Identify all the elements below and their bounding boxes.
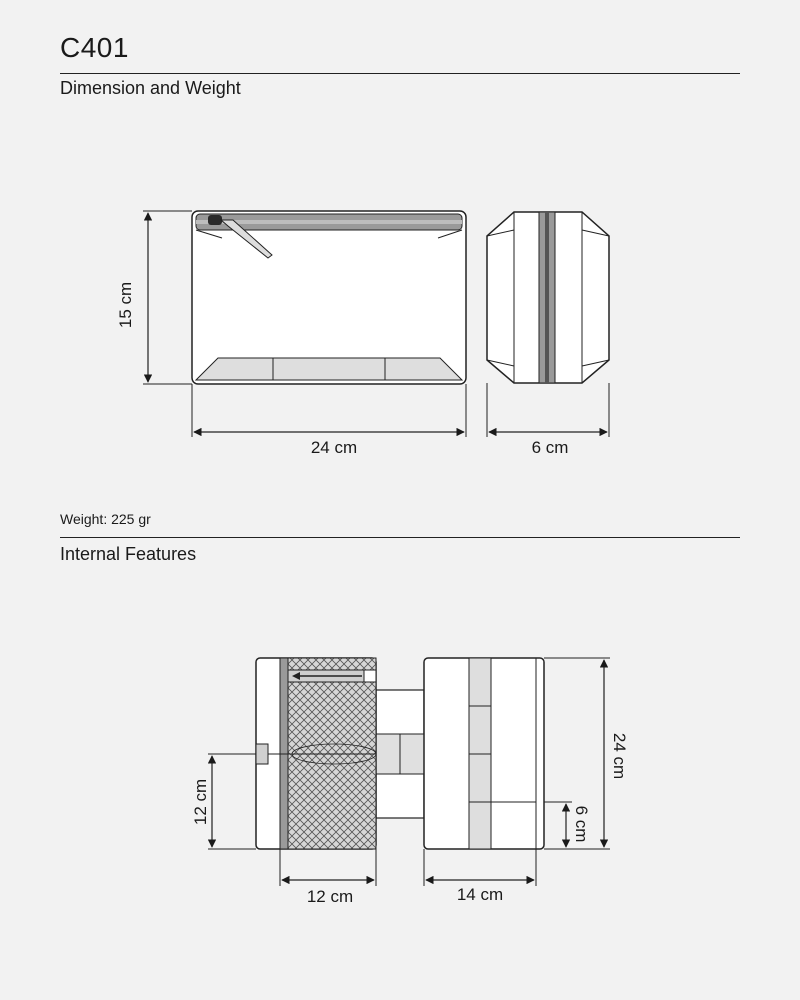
pouch-side-view xyxy=(487,212,609,383)
section-internal-heading: Internal Features xyxy=(60,544,197,564)
dim-width-24 xyxy=(192,384,466,437)
product-code: C401 xyxy=(60,32,129,63)
dim-panel-width-label: 14 cm xyxy=(456,885,504,904)
dim-height-label: 15 cm xyxy=(116,281,135,329)
pouch-front-view xyxy=(192,211,466,384)
dim-total-height-label: 24 cm xyxy=(610,732,629,780)
dim-depth-6 xyxy=(487,383,609,437)
section-dimension-heading: Dimension and Weight xyxy=(60,78,241,98)
dim-width-label: 24 cm xyxy=(310,438,358,457)
dim-height-15 xyxy=(143,211,192,384)
weight-label: Weight: 225 gr xyxy=(60,511,151,527)
dim-pocket-width-12 xyxy=(280,849,376,886)
dim-depth-label: 6 cm xyxy=(531,438,569,457)
dim-strap-6 xyxy=(544,802,572,847)
dim-pocket-width-label: 12 cm xyxy=(306,887,354,906)
dim-pocket-height-label: 12 cm xyxy=(191,778,210,826)
dim-strap-label: 6 cm xyxy=(572,805,591,843)
dim-panel-width-14 xyxy=(424,849,536,886)
pouch-open-interior xyxy=(256,658,544,849)
dim-pocket-height-12 xyxy=(208,754,256,849)
